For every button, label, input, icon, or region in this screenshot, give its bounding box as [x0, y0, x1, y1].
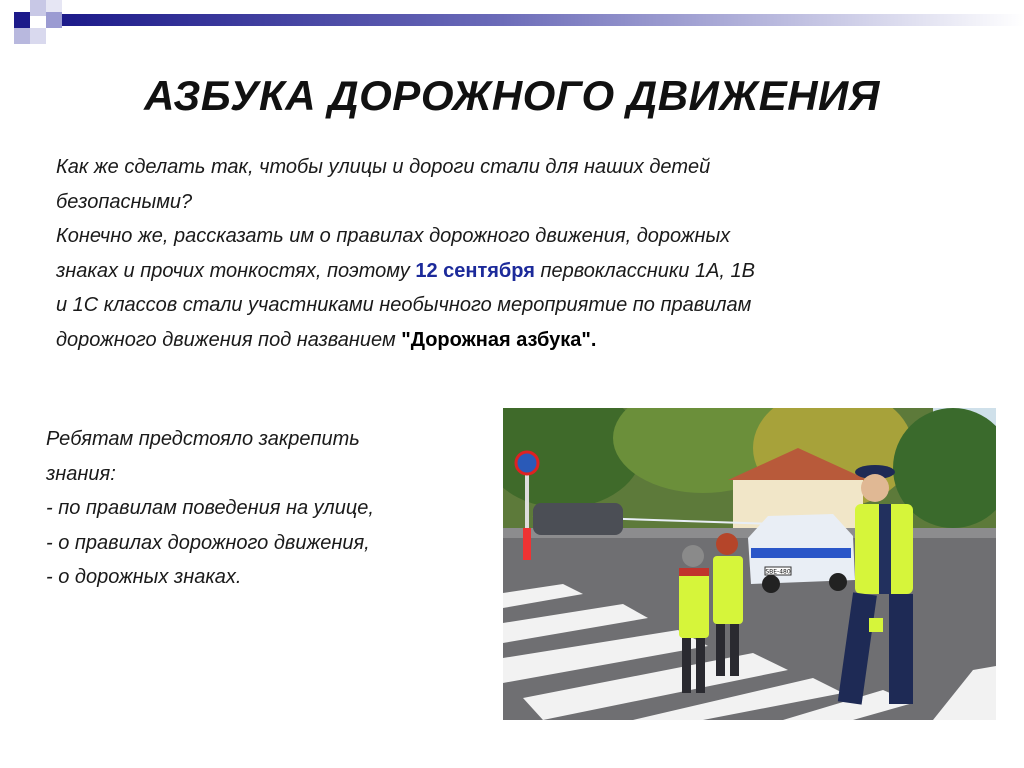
officer-head [861, 474, 889, 502]
intro-line: безопасными? [56, 190, 193, 213]
child-head [716, 533, 738, 555]
corner-decoration [30, 28, 46, 44]
barrier-post [523, 528, 531, 560]
intro-line [56, 254, 936, 289]
tasks-list [46, 422, 476, 595]
child-leg [730, 624, 739, 676]
corner-decoration [14, 28, 30, 44]
child-vest [713, 556, 743, 624]
corner-decoration [46, 12, 62, 28]
event-name: "Дорожная азбука". [401, 328, 597, 351]
child-leg [696, 638, 705, 693]
intro-paragraph [56, 150, 936, 357]
officer-uniform [879, 504, 891, 594]
intro-text: знаках и прочих тонкостях, поэтому [56, 259, 410, 282]
intro-line: Конечно же, рассказать им о правилах дорожного движения, дорожных [56, 225, 731, 247]
intro-line: Как же сделать так, чтобы улицы и дороги стали для наших детей [56, 156, 711, 178]
photo-illustration [503, 408, 996, 720]
corner-decoration [30, 0, 46, 16]
intro-line [56, 323, 936, 358]
intro-text: первоклассники 1А, 1В [540, 259, 755, 282]
header-gradient-bar [62, 14, 1024, 26]
intro-line: и 1С классов стали участниками необычного мероприятие по правилам [56, 294, 752, 316]
event-date: 12 сентября [415, 259, 535, 282]
wheel [829, 573, 847, 591]
corner-decoration [46, 0, 62, 12]
intro-text: дорожного движения под названием [56, 328, 396, 351]
list-item: - по правилам поведения на улице, [46, 497, 374, 519]
wheel [762, 575, 780, 593]
corner-decoration [14, 12, 30, 28]
child-vest [679, 568, 709, 638]
parked-car [533, 503, 623, 535]
slide-title: АЗБУКА ДОРОЖНОГО ДВИЖЕНИЯ [144, 72, 880, 119]
child-head [682, 545, 704, 567]
police-car-stripe [751, 548, 851, 558]
officer-glove [869, 618, 883, 632]
list-item: - о дорожных знаках. [46, 566, 242, 588]
child-leg [682, 638, 691, 693]
license-plate-text: SBE-480 [765, 568, 791, 576]
tasks-heading: знания: [46, 462, 116, 485]
tasks-heading: Ребятам предстояло закрепить [46, 428, 360, 450]
crosswalk-photo [503, 408, 996, 720]
child-jacket [679, 568, 709, 576]
officer-leg [889, 594, 913, 704]
no-parking-sign-icon [516, 452, 538, 474]
child-leg [716, 624, 725, 676]
list-item: - о правилах дорожного движения, [46, 531, 370, 554]
